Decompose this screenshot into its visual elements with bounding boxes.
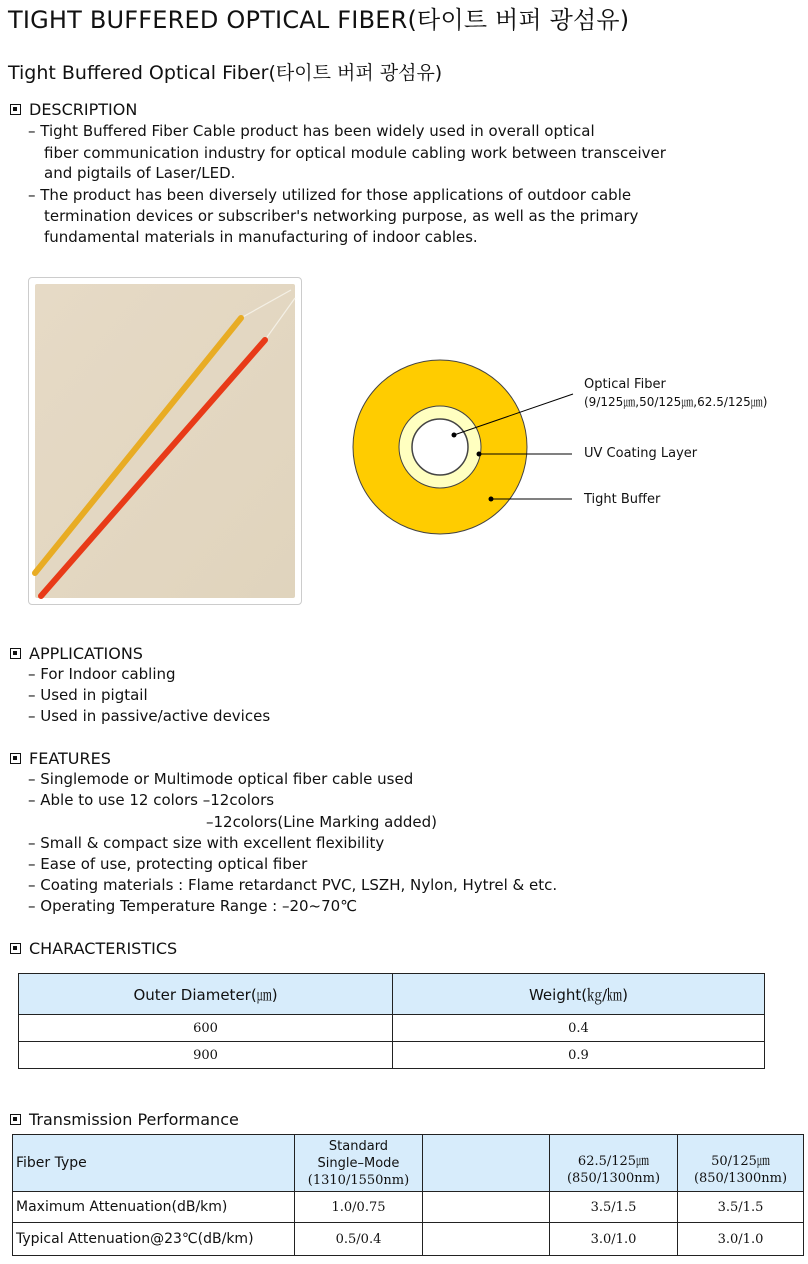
sm-header-line: (1310/1550nm): [307, 1172, 410, 1188]
characteristics-heading-text: CHARACTERISTICS: [29, 939, 178, 958]
table-header-cell: Fiber Type: [13, 1135, 295, 1192]
mm-header-line: 50/125㎛: [711, 1154, 770, 1169]
feature-item: – Operating Temperature Range : –20~70℃: [28, 897, 358, 915]
mm-header-line: (850/1300nm): [566, 1171, 661, 1186]
optical-fiber-sublabel: (9/125㎛,50/125㎛,62.5/125㎛): [584, 395, 768, 409]
table-header-cell: [423, 1135, 550, 1192]
description-line: fundamental materials in manufacturing of indoor cables.: [44, 228, 478, 246]
table-cell: Maximum Attenuation(dB/km): [13, 1192, 295, 1223]
bullet-box-icon: [10, 753, 21, 764]
table-header-row: [19, 974, 765, 1015]
table-cell: 3.0/1.0: [550, 1223, 678, 1256]
table-row: [13, 1223, 804, 1256]
applications-heading: [10, 644, 143, 663]
table-header-row: [13, 1135, 804, 1192]
bullet-box-icon: [10, 943, 21, 954]
table-row: [13, 1192, 804, 1223]
table-cell: 3.5/1.5: [678, 1192, 804, 1223]
features-heading: [10, 749, 111, 768]
table-header-cell: [550, 1135, 678, 1192]
description-line: – Tight Buffered Fiber Cable product has been widely used in overall optical: [28, 122, 595, 140]
characteristics-table: [18, 973, 765, 1069]
characteristics-heading: [10, 939, 177, 958]
sm-header-line: Single–Mode: [317, 1155, 400, 1171]
feature-item: – Singlemode or Multimode optical fiber cable used: [28, 770, 414, 788]
table-row: [19, 1042, 765, 1069]
sm-header-line: Standard: [328, 1138, 389, 1154]
uv-coating-label: UV Coating Layer: [584, 446, 698, 461]
table-cell: 600: [19, 1015, 393, 1042]
transmission-heading: [10, 1110, 239, 1129]
description-line: and pigtails of Laser/LED.: [44, 164, 236, 182]
table-cell: 0.4: [393, 1015, 765, 1042]
table-cell: 1.0/0.75: [295, 1192, 423, 1223]
table-header-cell: [295, 1135, 423, 1192]
page-title: TIGHT BUFFERED OPTICAL FIBER(타이트 버퍼 광섬유): [8, 6, 630, 34]
table-cell: 3.0/1.0: [678, 1223, 804, 1256]
table-cell: Typical Attenuation@23℃(dB/km): [13, 1223, 295, 1256]
mm-header-line: 62.5/125㎛: [577, 1154, 650, 1169]
optical-fiber-circle: [412, 419, 468, 475]
feature-item: – Small & compact size with excellent flexibility: [28, 834, 385, 852]
applications-heading-text: APPLICATIONS: [29, 644, 143, 663]
table-cell: 3.5/1.5: [550, 1192, 678, 1223]
description-line: termination devices or subscriber's networking purpose, as well as the primary: [44, 207, 639, 225]
table-cell: 900: [19, 1042, 393, 1069]
description-heading: [10, 100, 137, 119]
transmission-heading-text: Transmission Performance: [29, 1110, 239, 1129]
cross-section-diagram: [330, 355, 808, 545]
feature-item: – Ease of use, protecting optical fiber: [28, 855, 308, 873]
application-item: – Used in passive/active devices: [28, 707, 271, 725]
bullet-box-icon: [10, 104, 21, 115]
application-item: – For Indoor cabling: [28, 665, 176, 683]
feature-item: – Coating materials : Flame retardanct PVC, LSZH, Nylon, Hytrel & etc.: [28, 876, 558, 894]
page-subtitle: Tight Buffered Optical Fiber(타이트 버퍼 광섬유): [8, 62, 443, 84]
table-header-cell: Weight(㎏/㎞): [393, 974, 765, 1015]
application-item: – Used in pigtail: [28, 686, 148, 704]
table-cell: [423, 1223, 550, 1256]
feature-item: – Able to use 12 colors –12colors: [28, 791, 275, 809]
description-line: – The product has been diversely utilized for those applications of outdoor cable: [28, 186, 632, 204]
mm-header-line: (850/1300nm): [693, 1171, 788, 1186]
table-cell: [423, 1192, 550, 1223]
feature-item: –12colors(Line Marking added): [206, 813, 438, 831]
cable-photo: [28, 277, 302, 605]
features-heading-text: FEATURES: [29, 749, 111, 768]
transmission-table: [12, 1134, 804, 1256]
description-heading-text: DESCRIPTION: [29, 100, 138, 119]
bullet-box-icon: [10, 648, 21, 659]
tight-buffer-label: Tight Buffer: [584, 492, 661, 507]
table-header-cell: Outer Diameter(㎛): [19, 974, 393, 1015]
table-header-cell: [678, 1135, 804, 1192]
table-cell: 0.9: [393, 1042, 765, 1069]
cable-photo-image: [29, 278, 301, 604]
bullet-box-icon: [10, 1114, 21, 1125]
table-row: [19, 1015, 765, 1042]
optical-fiber-label: Optical Fiber: [584, 377, 666, 392]
table-cell: 0.5/0.4: [295, 1223, 423, 1256]
description-line: fiber communication industry for optical module cabling work between transceiver: [44, 144, 666, 162]
